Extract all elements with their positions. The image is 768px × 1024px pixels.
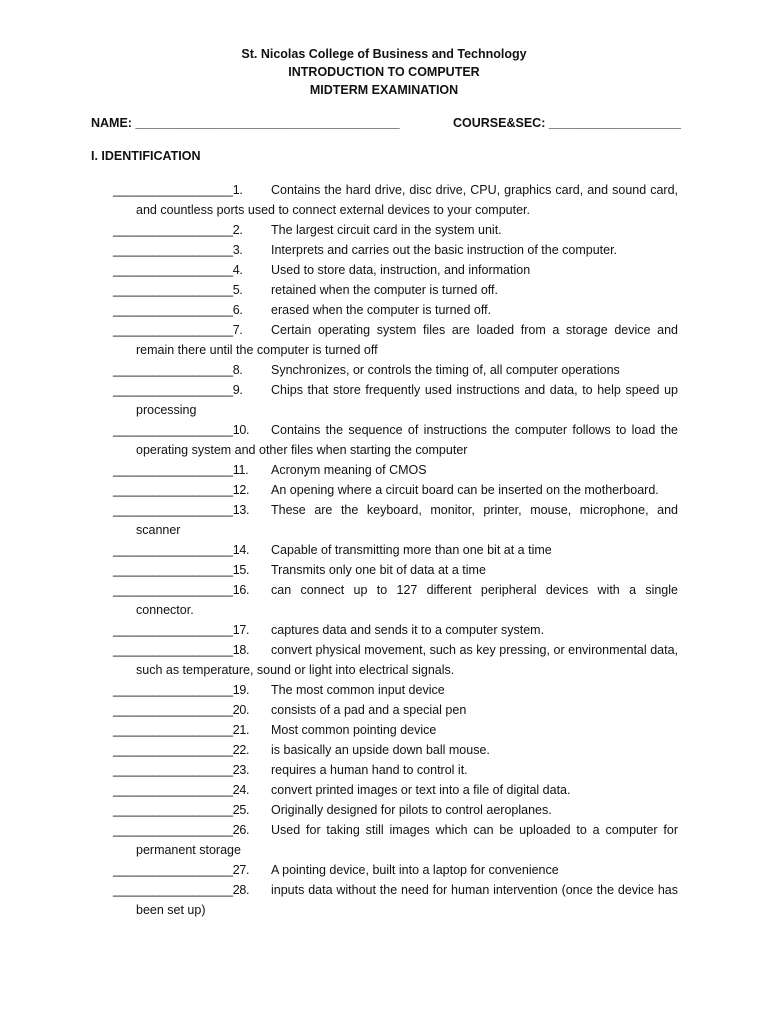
answer-blank: __________________10.	[113, 423, 250, 437]
answer-blank: __________________4.	[113, 263, 243, 277]
question-text: Chips that store frequently used instructions and data, to help speed up processing	[136, 383, 678, 417]
course-section-field: COURSE&SEC: ___________________	[453, 116, 681, 130]
answer-blank: __________________14.	[113, 543, 250, 557]
question-text: convert printed images or text into a file of digital data.	[271, 783, 571, 797]
question-text: consists of a pad and a special pen	[271, 703, 467, 717]
question-item	[0, 700, 768, 720]
question-text: inputs data without the need for human intervention (once the device has been set up)	[136, 883, 678, 917]
question-item	[0, 680, 768, 700]
question-text: can connect up to 127 different peripheral devices with a single connector.	[136, 583, 678, 617]
answer-blank: __________________12.	[113, 483, 250, 497]
question-item	[0, 820, 768, 860]
student-fields	[91, 116, 691, 136]
question-text: Contains the sequence of instructions the computer follows to load the operating system and other files when starting the computer	[136, 423, 678, 457]
question-item	[0, 320, 768, 360]
question-text: The most common input device	[271, 683, 445, 697]
question-item	[0, 360, 768, 380]
question-item	[0, 500, 768, 540]
question-text: convert physical movement, such as key pressing, or environmental data, such as temperature, sound or light into electrical signals.	[136, 643, 678, 677]
answer-blank: __________________17.	[113, 623, 250, 637]
question-text: Most common pointing device	[271, 723, 437, 737]
question-text: Contains the hard drive, disc drive, CPU, graphics card, and sound card, and countless ports used to connect external devices to your computer.	[136, 183, 678, 217]
answer-blank: __________________16.	[113, 583, 250, 597]
answer-blank: __________________28.	[113, 883, 250, 897]
question-text: An opening where a circuit board can be inserted on the motherboard.	[271, 483, 659, 497]
question-text: Used to store data, instruction, and information	[271, 263, 531, 277]
question-text: requires a human hand to control it.	[271, 763, 468, 777]
answer-blank: __________________23.	[113, 763, 250, 777]
exam-header	[0, 45, 768, 99]
institution-name: St. Nicolas College of Business and Technology	[241, 47, 527, 61]
question-item	[0, 760, 768, 780]
name-field: NAME: ______________________________________	[91, 116, 400, 130]
answer-blank: __________________13.	[113, 503, 250, 517]
question-text: Interprets and carries out the basic instruction of the computer.	[271, 243, 618, 257]
answer-blank: __________________1.	[113, 183, 243, 197]
question-text: Originally designed for pilots to control aeroplanes.	[271, 803, 552, 817]
question-item	[0, 220, 768, 240]
question-text: Certain operating system files are loaded from a storage device and remain there until the computer is turned off	[136, 323, 678, 357]
question-item	[0, 280, 768, 300]
answer-blank: __________________8.	[113, 363, 243, 377]
question-item	[0, 860, 768, 880]
answer-blank: __________________21.	[113, 723, 250, 737]
question-item	[0, 480, 768, 500]
question-text: Transmits only one bit of data at a time	[271, 563, 486, 577]
answer-blank: __________________11.	[113, 463, 249, 477]
question-item	[0, 260, 768, 280]
question-text: captures data and sends it to a computer system.	[271, 623, 545, 637]
answer-blank: __________________2.	[113, 223, 243, 237]
question-item	[0, 420, 768, 460]
question-item	[0, 800, 768, 820]
question-item	[0, 380, 768, 420]
question-item	[0, 780, 768, 800]
question-text: These are the keyboard, monitor, printer, mouse, microphone, and scanner	[136, 503, 678, 537]
question-item	[0, 300, 768, 320]
question-text: A pointing device, built into a laptop for convenience	[271, 863, 559, 877]
answer-blank: __________________22.	[113, 743, 250, 757]
answer-blank: __________________18.	[113, 643, 250, 657]
section-title: I. IDENTIFICATION	[91, 149, 201, 163]
answer-blank: __________________19.	[113, 683, 250, 697]
answer-blank: __________________6.	[113, 303, 243, 317]
answer-blank: __________________15.	[113, 563, 250, 577]
question-list	[0, 180, 768, 920]
answer-blank: __________________5.	[113, 283, 243, 297]
question-item	[0, 880, 768, 920]
exam-title: MIDTERM EXAMINATION	[309, 83, 459, 97]
question-item	[0, 240, 768, 260]
answer-blank: __________________20.	[113, 703, 250, 717]
question-text: Used for taking still images which can be uploaded to a computer for permanent storage	[136, 823, 678, 857]
answer-blank: __________________3.	[113, 243, 243, 257]
question-text: Capable of transmitting more than one bit at a time	[271, 543, 552, 557]
question-item	[0, 740, 768, 760]
question-text: Synchronizes, or controls the timing of, all computer operations	[271, 363, 620, 377]
question-text: is basically an upside down ball mouse.	[271, 743, 490, 757]
answer-blank: __________________26.	[113, 823, 250, 837]
question-text: The largest circuit card in the system unit.	[271, 223, 502, 237]
question-text: retained when the computer is turned off.	[271, 283, 498, 297]
question-item	[0, 720, 768, 740]
answer-blank: __________________9.	[113, 383, 243, 397]
question-item	[0, 640, 768, 680]
question-item	[0, 540, 768, 560]
answer-blank: __________________7.	[113, 323, 243, 337]
question-item	[0, 560, 768, 580]
answer-blank: __________________24.	[113, 783, 250, 797]
question-item	[0, 580, 768, 620]
question-text: erased when the computer is turned off.	[271, 303, 492, 317]
question-text: Acronym meaning of CMOS	[271, 463, 427, 477]
subject-title: INTRODUCTION TO COMPUTER	[288, 65, 480, 79]
question-item	[0, 460, 768, 480]
answer-blank: __________________27.	[113, 863, 250, 877]
question-item	[0, 180, 768, 220]
question-item	[0, 620, 768, 640]
answer-blank: __________________25.	[113, 803, 250, 817]
